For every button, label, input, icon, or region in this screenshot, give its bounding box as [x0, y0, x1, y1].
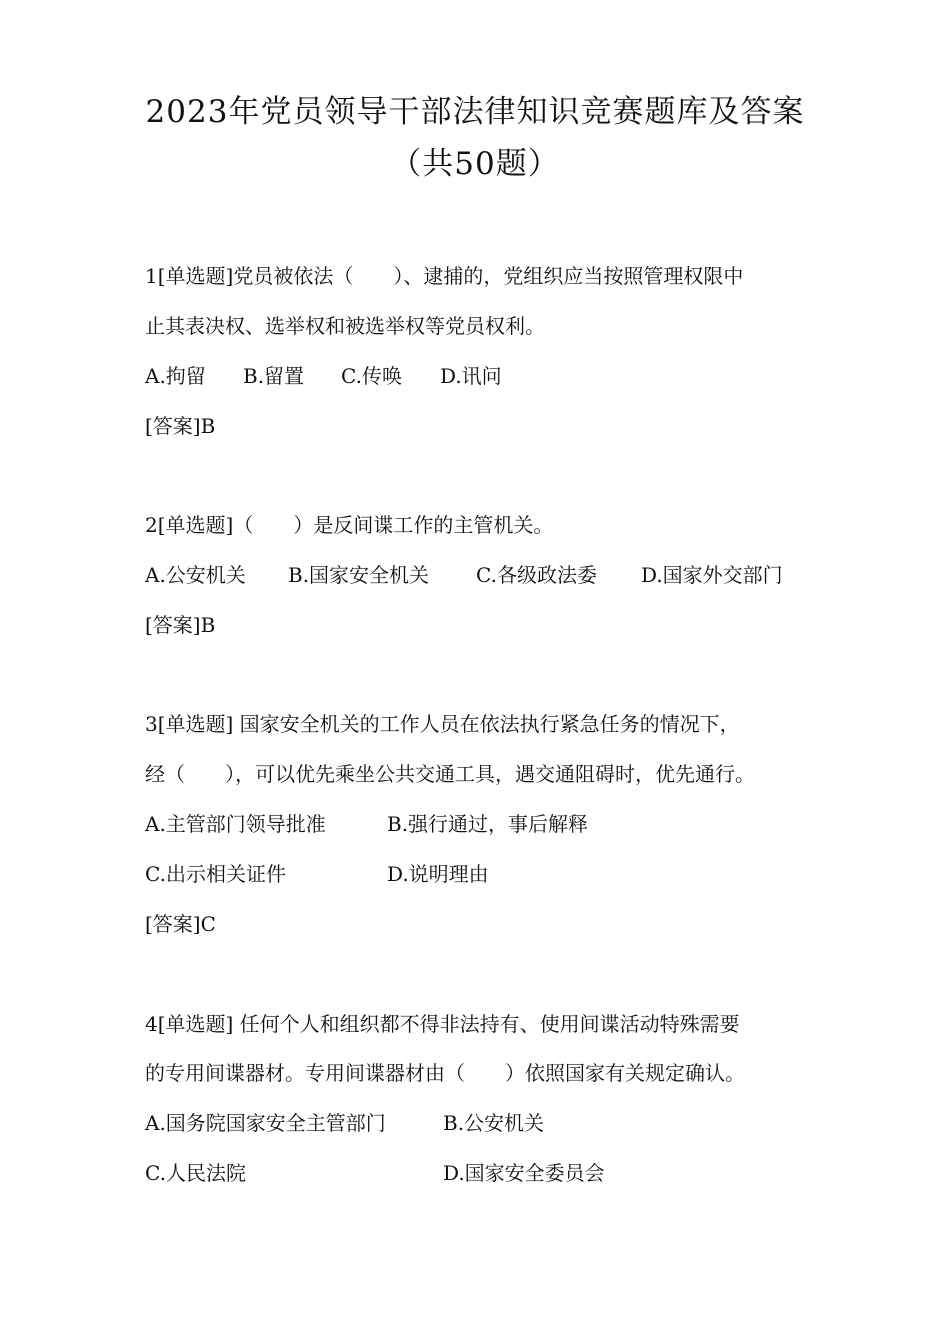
question-1-option-a: A.拘留: [145, 364, 206, 388]
question-1-option-d: D.讯问: [440, 364, 502, 388]
question-4-text-line2: 的专用间谍器材。专用间谍器材由（ ）依照国家有关规定确认。: [145, 1061, 745, 1085]
question-3-text-line1: 3[单选题] 国家安全机关的工作人员在依法执行紧急任务的情况下，: [145, 712, 740, 736]
question-2-option-a: A.公安机关: [145, 563, 246, 587]
question-2-text-line1: 2[单选题]（ ）是反间谍工作的主管机关。: [145, 513, 554, 537]
question-4-text-line1: 4[单选题] 任何个人和组织都不得非法持有、使用间谍活动特殊需要: [145, 1012, 740, 1036]
question-1-option-c: C.传唤: [341, 364, 402, 388]
question-3-option-b: B.强行通过，事后解释: [387, 812, 589, 836]
question-3-option-d: D.说明理由: [387, 862, 489, 886]
question-4-option-c: C.人民法院: [145, 1161, 246, 1185]
document-subtitle: （共50题）: [390, 146, 560, 182]
question-2-answer: [答案]B: [145, 613, 216, 637]
question-3-option-c: C.出示相关证件: [145, 862, 286, 886]
document-title: 2023年党员领导干部法律知识竞赛题库及答案: [145, 94, 805, 130]
question-3-option-a: A.主管部门领导批准: [145, 812, 326, 836]
question-1-answer: [答案]B: [145, 414, 216, 438]
question-4-option-b: B.公安机关: [443, 1111, 545, 1135]
question-2-option-b: B.国家安全机关: [288, 563, 430, 587]
question-1-text-line1: 1[单选题]党员被依法（ ）、逮捕的，党组织应当按照管理权限中: [145, 264, 744, 288]
question-1-option-b: B.留置: [243, 364, 305, 388]
question-3-answer: [答案]C: [145, 912, 216, 936]
question-2-option-d: D.国家外交部门: [641, 563, 783, 587]
question-1-text-line2: 止其表决权、选举权和被选举权等党员权利。: [145, 314, 545, 338]
question-4-option-a: A.国务院国家安全主管部门: [145, 1111, 386, 1135]
question-3-text-line2: 经（ ），可以优先乘坐公共交通工具，遇交通阻碍时，优先通行。: [145, 762, 755, 786]
question-4-option-d: D.国家安全委员会: [443, 1161, 605, 1185]
question-2-option-c: C.各级政法委: [476, 563, 597, 587]
